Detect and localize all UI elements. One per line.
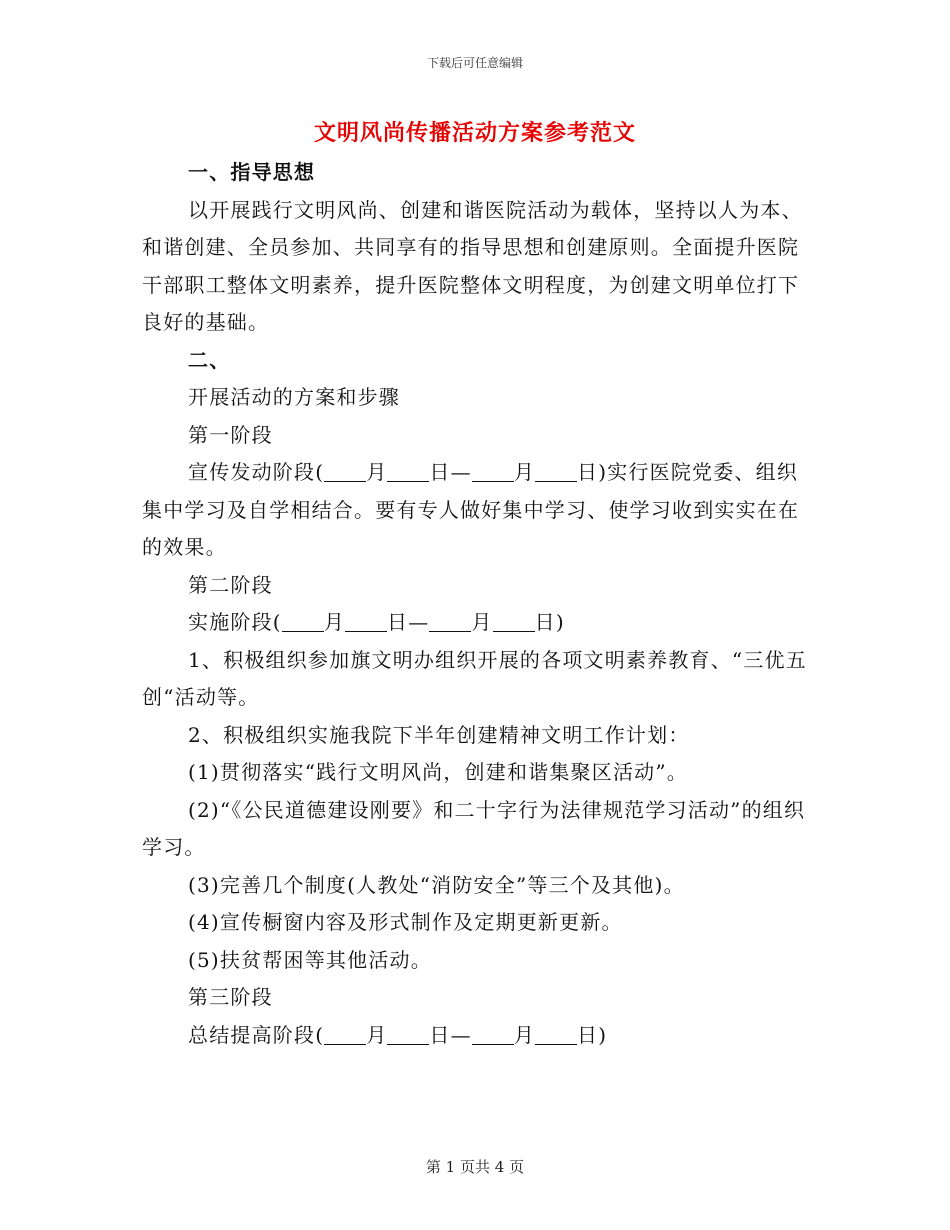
list-item: 2、积极组织实施我院下半年创建精神文明工作计划： (188, 722, 690, 747)
subheading: 开展活动的方案和步骤 (188, 385, 400, 409)
section-heading: 二、 (188, 347, 231, 372)
sub-list-item: (4)宣传橱窗内容及形式制作及定期更新更新。 (188, 910, 623, 934)
sub-list-item: (2)“《公民道德建设刚要》和二十字行为法律规范学习活动”的组织学习。 (142, 797, 806, 859)
page-footer: 第 1 页共 4 页 (425, 1158, 525, 1176)
sub-list-item: (5)扶贫帮困等其他活动。 (188, 947, 432, 972)
stage-heading: 第二阶段 (188, 572, 273, 597)
stage-heading: 第三阶段 (188, 985, 273, 1009)
stage-description: 总结提高阶段( 月 日— 月 日) (188, 1022, 608, 1047)
stage-heading: 第一阶段 (188, 422, 273, 447)
document-title: 文明风尚传播活动方案参考范文 (313, 120, 636, 146)
stage-description: 宣传发动阶段( 月 日— 月 日)实行医院党委、组织集中学习及自学相结合。要有专人做好集中学习、使学习收到实实在在的效果。 (142, 460, 800, 559)
section-heading: 一、指导思想 (188, 160, 316, 184)
sub-list-item: (3)完善几个制度(人教处“消防安全”等三个及其他)。 (188, 872, 685, 897)
document-body (142, 154, 812, 1054)
list-item: 1、积极组织参加旗文明办组织开展的各项文明素养教育、“三优五创“活动等。 (142, 647, 807, 709)
paragraph: 以开展践行文明风尚、创建和谐医院活动为载体，坚持以人为本、和谐创建、全员参加、共同享有的指导思想和创建原则。全面提升医院干部职工整体文明素养，提升医院整体文明程度，为创建文明单位打下良好的基础。 (142, 197, 803, 334)
page-header: 下载后可任意编辑 (426, 56, 523, 70)
sub-list-item: (1)贯彻落实“践行文明风尚，创建和谐集聚区活动”。 (188, 760, 688, 784)
stage-description: 实施阶段( 月 日— 月 日) (188, 610, 565, 634)
